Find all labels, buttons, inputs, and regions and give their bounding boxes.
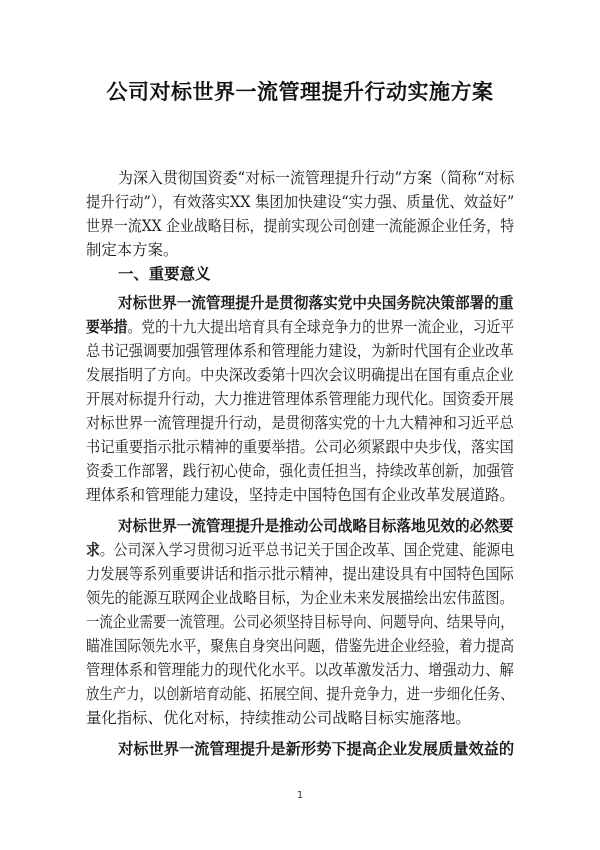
para-2-line-8: 放生产力，以创新培育动能、拓展空间、提升竞争力，进一步细化任务、 [86,685,514,703]
para-2-line-9: 量化指标、优化对标，持续推动公司战略目标实施落地。 [86,709,471,727]
para-1-line-4: 发展指明了方向。中央深改委第十四次会议明确提出在国有重点企业 [86,366,514,384]
para-2-line-2 [86,540,514,560]
para-2-line-4: 领先的能源互联网企业战略目标，为企业未来发展描绘出宏伟蓝图。 [86,589,514,607]
para-1-line-9: 理体系和管理能力建设，坚持走中国特色国有企业改革发展道路。 [86,486,515,504]
para-1-line-2 [86,317,514,337]
intro-line-4: 制定本方案。 [86,241,179,259]
para-2-line-6: 瞄准国际领先水平，聚焦自身突出问题，借鉴先进企业经验，着力提高 [86,637,515,655]
para-2-line-7: 管理体系和管理能力的现代化水平。以改革激发活力、增强动力、解 [86,661,514,679]
para-1-line-5: 开展对标提升行动，大力推进管理体系管理能力现代化。国资委开展 [86,390,514,408]
para-1-line-6: 对标世界一流管理提升行动，是贯彻落实党的十九大精神和习近平总 [86,414,514,432]
para-2-line-2-text: 。公司深入学习贯彻习近平总书记关于国企改革、国企党建、能源电 [99,541,515,559]
para-1-line-7: 书记重要指示批示精神的重要举措。公司必须紧跟中央步伐，落实国 [86,438,514,456]
intro-line-2: 提升行动”），有效落实XX 集团加快建设“实力强、质量优、效益好” [86,193,515,211]
para-1-lead-end: 要举措 [86,318,128,336]
para-2-line-5: 一流企业需要一流管理。公司必须坚持目标导向、问题导向、结果导向， [86,613,514,631]
para-2-lead: 对标世界一流管理提升是推动公司战略目标落地见效的必然要 [118,517,514,535]
intro-line-1: 为深入贯彻国资委“对标一流管理提升行动”方案（简称“对标 [118,169,515,187]
document-title: 公司对标世界一流管理提升行动实施方案 [106,80,494,104]
para-2-lead-end: 求 [86,541,100,559]
para-2-line-3: 力发展等系列重要讲话和指示批示精神，提出建设具有中国特色国际 [86,565,514,583]
para-3-lead: 对标世界一流管理提升是新形势下提高企业发展质量效益的 [118,740,515,758]
intro-line-3: 世界一流XX 企业战略目标，提前实现公司创建一流能源企业任务，特 [86,217,515,235]
section-heading: 一、重要意义 [118,265,211,283]
para-1-line-8: 资委工作部署，践行初心使命，强化责任担当，持续改革创新，加强管 [86,462,515,480]
para-1-line-2-text: 。党的十九大提出培育具有全球竞争力的世界一流企业，习近平 [127,318,515,336]
page-number: 1 [296,790,304,801]
para-1-line-3: 总书记强调要加强管理体系和管理能力建设，为新时代国有企业改革 [86,342,514,360]
para-1-lead: 对标世界一流管理提升是贯彻落实党中央国务院决策部署的重 [118,294,514,312]
